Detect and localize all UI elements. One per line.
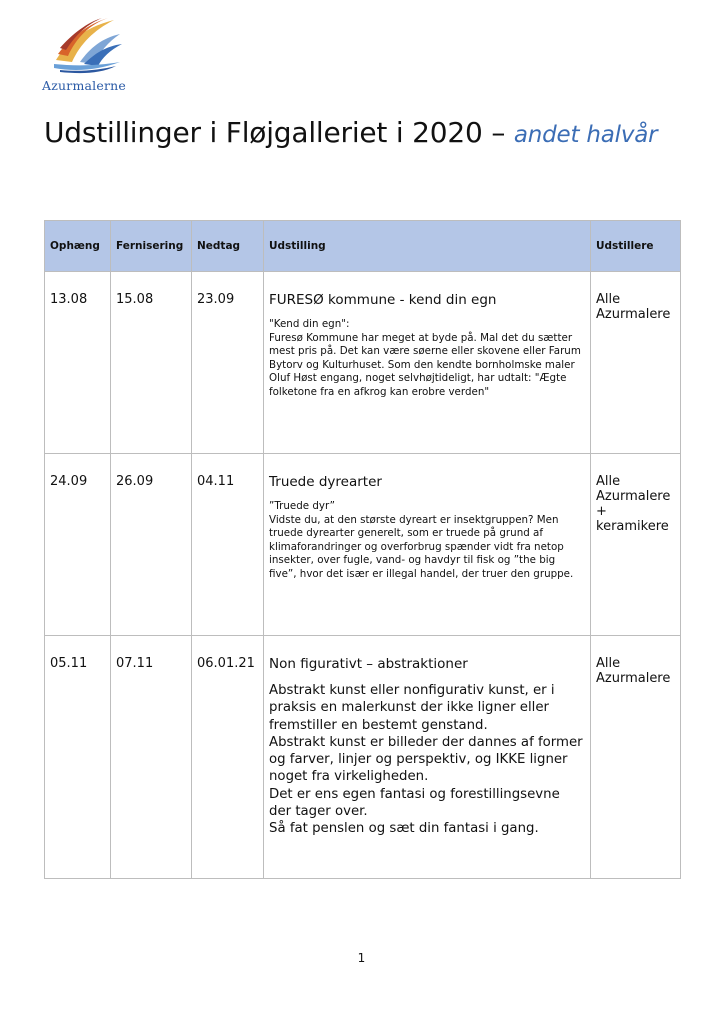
- table-header-row: [45, 221, 681, 272]
- exhibitor-line: Alle: [596, 292, 621, 307]
- cell-ophaeng: 05.11: [45, 636, 111, 879]
- exhibitor-line: Alle: [596, 474, 621, 489]
- cell-udstillere: [591, 636, 681, 879]
- table-row: [45, 272, 681, 454]
- cell-ophaeng: 24.09: [45, 454, 111, 636]
- cell-udstilling: [264, 636, 591, 879]
- logo-text: Azurmalerne: [42, 78, 126, 93]
- exhibitor-line: +: [596, 504, 607, 519]
- description-line: Det er ens egen fantasi og forestillingsevne der tager over.: [269, 786, 560, 819]
- description-line: Abstrakt kunst er billeder der dannes af former og farver, linjer og perspektiv, og IKKE ligner noget fra virkeligheden.: [269, 734, 583, 785]
- description-line: Furesø Kommune har meget at byde på. Mal det du sætter mest pris på. Det kan være søerne eller skovene eller Farum Bytorv og Kulturhuset. Som den kendte bornholmske maler Oluf Høst engang, noget selvhøjtideligt, har udtalt: "Ægte folketone fra en afkrog kan erobre verden": [269, 331, 581, 398]
- cell-udstillere: [591, 454, 681, 636]
- exhibition-description: [269, 682, 585, 838]
- cell-nedtag: 23.09: [192, 272, 264, 454]
- sail-rainbow-logo-icon: [50, 14, 122, 74]
- cell-fernisering: 26.09: [111, 454, 192, 636]
- page-title: [44, 116, 657, 149]
- exhibitor-line: Alle: [596, 656, 621, 671]
- description-line: ”Truede dyr”: [269, 500, 335, 512]
- cell-nedtag: 04.11: [192, 454, 264, 636]
- cell-udstillere: [591, 272, 681, 454]
- exhibition-title: Non figurativt – abstraktioner: [269, 656, 468, 672]
- page-number: 1: [357, 951, 366, 965]
- header-ophaeng: Ophæng: [45, 221, 111, 272]
- exhibition-description: [269, 500, 585, 581]
- description-line: Vidste du, at den største dyreart er insektgruppen? Men truede dyrearter generelt, som er truede på grund af klimaforandringer og overforbrug spænder vidt fra netop insekter, over fugle, vand- og havdyr til fisk og ”the big five”, hvor det især er illegal handel, der truer den gruppe.: [269, 513, 574, 580]
- description-line: "Kend din egn":: [269, 318, 350, 330]
- title-subtitle: andet halvår: [513, 122, 658, 148]
- cell-udstilling: [264, 454, 591, 636]
- table-row: [45, 636, 681, 879]
- exhibition-title: Truede dyrearter: [269, 474, 382, 490]
- exhibitor-line: Azurmalere: [596, 671, 671, 686]
- table-row: [45, 454, 681, 636]
- header-udstilling: Udstilling: [264, 221, 591, 272]
- exhibition-title: FURESØ kommune - kend din egn: [269, 292, 497, 308]
- exhibition-description: [269, 318, 585, 399]
- title-dash: –: [491, 116, 506, 149]
- cell-nedtag: 06.01.21: [192, 636, 264, 879]
- cell-fernisering: 07.11: [111, 636, 192, 879]
- exhibitor-line: keramikere: [596, 519, 669, 534]
- header-udstillere: Udstillere: [591, 221, 681, 272]
- description-line: Så fat penslen og sæt din fantasi i gang.: [269, 821, 539, 837]
- header-fernisering: Fernisering: [111, 221, 192, 272]
- description-line: Abstrakt kunst eller nonfigurativ kunst, er i praksis en malerkunst der ikke ligner eller fremstiller en bestemt genstand.: [269, 683, 555, 733]
- exhibitor-line: Azurmalere: [596, 489, 671, 504]
- logo: [38, 14, 138, 93]
- cell-ophaeng: 13.08: [45, 272, 111, 454]
- cell-fernisering: 15.08: [111, 272, 192, 454]
- exhibitor-line: Azurmalere: [596, 307, 671, 322]
- exhibition-table: [44, 220, 681, 879]
- header-nedtag: Nedtag: [192, 221, 264, 272]
- cell-udstilling: [264, 272, 591, 454]
- title-main: Udstillinger i Fløjgalleriet i 2020: [44, 116, 483, 149]
